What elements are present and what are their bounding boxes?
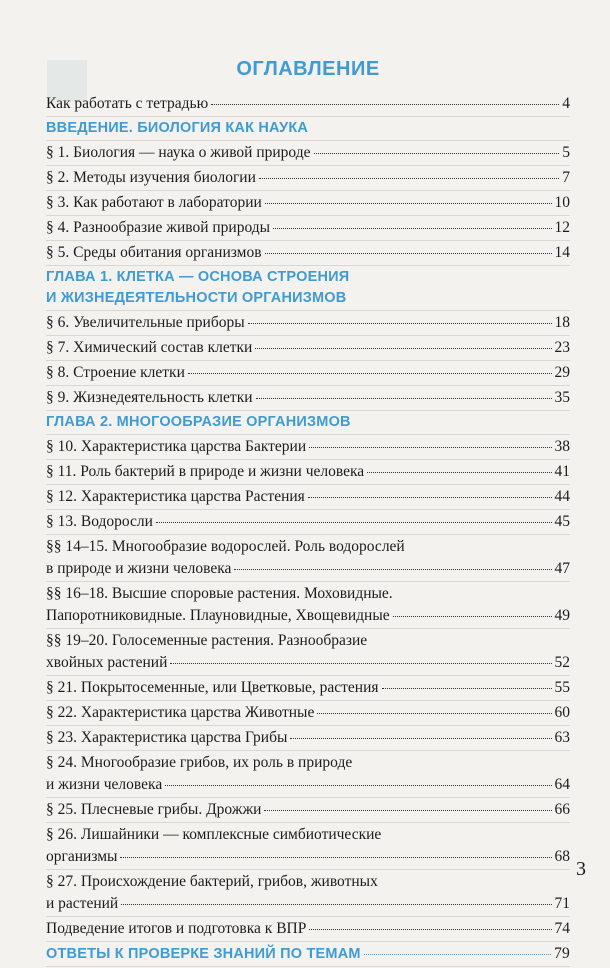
toc-entry[interactable]: [46, 752, 570, 796]
row-divider: [46, 240, 570, 241]
toc-entry-title: § 4. Разнообразие живой природы: [46, 219, 271, 236]
dot-leader: [317, 713, 551, 714]
toc-entry[interactable]: [46, 511, 570, 533]
toc-entry-title: и растений: [46, 895, 119, 912]
toc-entry-row: [46, 118, 570, 139]
toc-entry-title: в природе и жизни человека: [46, 560, 232, 577]
toc-page-number: 64: [554, 776, 570, 793]
toc-entry-row: [46, 93, 570, 115]
toc-section-heading[interactable]: [46, 943, 570, 965]
toc-entry-title: § 2. Методы изучения биологии: [46, 169, 256, 186]
dot-leader: [364, 954, 551, 955]
toc-entry-title: § 23. Характеристика царства Грибы: [46, 729, 288, 746]
toc-page-number: 74: [554, 920, 570, 937]
toc-page-number: 14: [554, 244, 570, 261]
toc-entry[interactable]: [46, 362, 570, 384]
toc-entry[interactable]: [46, 217, 570, 239]
toc-entry-row: [46, 242, 570, 264]
toc-entry[interactable]: [46, 871, 570, 915]
toc-entry-title: § 1. Биология — наука о живой природе: [46, 144, 311, 161]
toc-entry[interactable]: [46, 142, 570, 164]
toc-entry[interactable]: [46, 702, 570, 724]
row-divider: [46, 484, 570, 485]
toc-entry[interactable]: [46, 93, 570, 115]
row-divider: [46, 215, 570, 216]
row-divider: [46, 822, 570, 823]
toc-title: ОГЛАВЛЕНИЕ: [236, 58, 380, 80]
dot-leader: [290, 738, 551, 739]
toc-page-number: 71: [554, 895, 570, 912]
dot-leader: [264, 810, 551, 811]
dot-leader: [309, 929, 551, 930]
row-divider: [46, 966, 570, 967]
dot-leader: [265, 203, 552, 204]
toc-entry-title: § 10. Характеристика царства Бактерии: [46, 438, 307, 455]
toc-entry[interactable]: [46, 677, 570, 699]
toc-entry-title-line: § 27. Происхождение бактерий, грибов, животных: [46, 873, 378, 890]
dot-leader: [170, 663, 551, 664]
page-number: 3: [576, 858, 586, 880]
toc-page-number: 52: [554, 654, 570, 671]
toc-page-number: 44: [554, 488, 570, 505]
toc-page-number: 66: [554, 801, 570, 818]
toc-section-heading[interactable]: [46, 118, 570, 139]
row-divider: [46, 265, 570, 266]
dot-leader: [314, 153, 560, 154]
toc-entry-row: [46, 142, 570, 164]
toc-page-number: 55: [554, 679, 570, 696]
toc-entry-row: [46, 362, 570, 384]
dot-leader: [382, 688, 552, 689]
dot-leader: [367, 472, 551, 473]
toc-entry-row: [46, 511, 570, 533]
dot-leader: [165, 785, 551, 786]
toc-entry-row: [46, 702, 570, 724]
toc-entry[interactable]: [46, 799, 570, 821]
toc-page-number: 41: [554, 463, 570, 480]
row-divider: [46, 165, 570, 166]
toc-entry[interactable]: [46, 583, 570, 627]
toc-entry-title: ГЛАВА 2. МНОГООБРАЗИЕ ОРГАНИЗМОВ: [46, 414, 351, 430]
toc-entry-row: [46, 312, 570, 334]
dot-leader: [265, 253, 552, 254]
row-divider: [46, 581, 570, 582]
toc-entry[interactable]: [46, 461, 570, 483]
dot-leader: [120, 857, 551, 858]
toc-entry-row: [46, 893, 570, 915]
dot-leader: [211, 104, 559, 105]
toc-entry-row: [46, 943, 570, 965]
toc-entry-row: [46, 461, 570, 483]
toc-entry-title-line: § 26. Лишайники — комплексные симбиотические: [46, 826, 382, 843]
row-divider: [46, 190, 570, 191]
toc-page-number: 5: [562, 144, 570, 161]
toc-entry-title-line: § 24. Многообразие грибов, их роль в природе: [46, 754, 353, 771]
toc-page-number: 47: [554, 560, 570, 577]
row-divider: [46, 459, 570, 460]
row-divider: [46, 725, 570, 726]
toc-page-number: 18: [554, 314, 570, 331]
toc-entry-row: [46, 192, 570, 214]
toc-entry[interactable]: [46, 824, 570, 868]
toc-entry-title: Как работать с тетрадью: [46, 95, 209, 112]
toc-page-number: 29: [554, 364, 570, 381]
dot-leader: [121, 904, 551, 905]
toc-entry[interactable]: [46, 192, 570, 214]
toc-entry[interactable]: [46, 387, 570, 409]
toc-entry-row: [46, 217, 570, 239]
row-divider: [46, 675, 570, 676]
toc-page-number: 12: [554, 219, 570, 236]
toc-entry-title: § 5. Среды обитания организмов: [46, 244, 262, 261]
toc-entry-row: [46, 436, 570, 458]
toc-page-number: 10: [554, 194, 570, 211]
toc-entry-row: [46, 412, 570, 433]
toc-entry-row: [46, 605, 570, 627]
toc-entry[interactable]: [46, 312, 570, 334]
toc-entry-title: ВВЕДЕНИЕ. БИОЛОГИЯ КАК НАУКА: [46, 120, 309, 136]
toc-page-number: 4: [562, 95, 570, 112]
toc-entry-title: § 13. Водоросли: [46, 513, 153, 530]
toc-entry[interactable]: [46, 242, 570, 264]
table-of-contents: [46, 58, 570, 968]
toc-entry[interactable]: [46, 918, 570, 940]
toc-page-number: 79: [554, 945, 570, 962]
toc-entry-row: [46, 677, 570, 699]
toc-entry-row: [46, 486, 570, 508]
toc-entry-title: И ЖИЗНЕДЕЯТЕЛЬНОСТИ ОРГАНИЗМОВ: [46, 290, 347, 306]
dot-leader: [308, 497, 552, 498]
toc-entries: [46, 93, 570, 967]
row-divider: [46, 869, 570, 870]
toc-entry-title-line: §§ 16–18. Высшие споровые растения. Моховидные.: [46, 585, 393, 602]
toc-page-number: 68: [554, 848, 570, 865]
toc-page-number: 49: [554, 607, 570, 624]
row-divider: [46, 116, 570, 117]
toc-entry-title: § 9. Жизнедеятельность клетки: [46, 389, 253, 406]
toc-entry[interactable]: [46, 536, 570, 580]
toc-page-number: 23: [554, 339, 570, 356]
row-divider: [46, 628, 570, 629]
toc-entry-title: § 6. Увеличительные приборы: [46, 314, 245, 331]
toc-section-heading[interactable]: [46, 412, 570, 433]
row-divider: [46, 797, 570, 798]
toc-entry-title: § 3. Как работают в лаборатории: [46, 194, 262, 211]
toc-entry[interactable]: [46, 167, 570, 189]
toc-entry-title: § 22. Характеристика царства Животные: [46, 704, 315, 721]
toc-entry-row: [46, 799, 570, 821]
toc-entry-title: § 11. Роль бактерий в природе и жизни человека: [46, 463, 365, 480]
row-divider: [46, 750, 570, 751]
toc-entry-row: [46, 288, 570, 309]
toc-entry-row: [46, 918, 570, 940]
row-divider: [46, 434, 570, 435]
toc-page-number: 45: [554, 513, 570, 530]
toc-entry-title: § 25. Плесневые грибы. Дрожжи: [46, 801, 262, 818]
toc-entry-title: организмы: [46, 848, 118, 865]
row-divider: [46, 310, 570, 311]
toc-entry-title-line: §§ 14–15. Многообразие водорослей. Роль водорослей: [46, 538, 405, 555]
row-divider: [46, 360, 570, 361]
toc-page-number: 60: [554, 704, 570, 721]
toc-entry-title: Папоротниковидные. Плауновидные, Хвощевидные: [46, 607, 390, 624]
toc-entry-title: § 12. Характеристика царства Растения: [46, 488, 305, 505]
toc-entry-title: § 7. Химический состав клетки: [46, 339, 253, 356]
toc-entry[interactable]: [46, 486, 570, 508]
dot-leader: [156, 522, 552, 523]
dot-leader: [248, 323, 552, 324]
toc-entry-row: [46, 387, 570, 409]
row-divider: [46, 916, 570, 917]
toc-entry-title: § 21. Покрытосеменные, или Цветковые, растения: [46, 679, 379, 696]
toc-entry-row: [46, 167, 570, 189]
dot-leader: [234, 569, 551, 570]
row-divider: [46, 335, 570, 336]
toc-entry-row: [46, 337, 570, 359]
row-divider: [46, 140, 570, 141]
dot-leader: [309, 447, 551, 448]
dot-leader: [188, 373, 552, 374]
row-divider: [46, 509, 570, 510]
toc-page-number: 38: [554, 438, 570, 455]
toc-entry-title: ОТВЕТЫ К ПРОВЕРКЕ ЗНАНИЙ ПО ТЕМАМ: [46, 946, 361, 962]
toc-entry[interactable]: [46, 436, 570, 458]
row-divider: [46, 534, 570, 535]
toc-entry-row: [46, 846, 570, 868]
dot-leader: [393, 616, 552, 617]
dot-leader: [256, 398, 552, 399]
toc-entry[interactable]: [46, 337, 570, 359]
row-divider: [46, 941, 570, 942]
dot-leader: [259, 178, 559, 179]
toc-entry-title: Подведение итогов и подготовка к ВПР: [46, 920, 307, 937]
toc-entry-title: хвойных растений: [46, 654, 168, 671]
toc-entry[interactable]: [46, 630, 570, 674]
toc-entry-row: [46, 774, 570, 796]
row-divider: [46, 385, 570, 386]
toc-section-heading[interactable]: [46, 267, 570, 309]
toc-page-number: 35: [554, 389, 570, 406]
dot-leader: [273, 228, 551, 229]
toc-page-number: 7: [562, 169, 570, 186]
toc-entry-title-line: ГЛАВА 1. КЛЕТКА — ОСНОВА СТРОЕНИЯ: [46, 269, 350, 285]
row-divider: [46, 410, 570, 411]
toc-entry-title: § 8. Строение клетки: [46, 364, 185, 381]
toc-entry[interactable]: [46, 727, 570, 749]
toc-entry-title: и жизни человека: [46, 776, 163, 793]
toc-entry-row: [46, 652, 570, 674]
row-divider: [46, 700, 570, 701]
dot-leader: [255, 348, 551, 349]
toc-entry-title-line: §§ 19–20. Голосеменные растения. Разнообразие: [46, 632, 368, 649]
toc-entry-row: [46, 727, 570, 749]
toc-entry-row: [46, 558, 570, 580]
toc-page-number: 63: [554, 729, 570, 746]
